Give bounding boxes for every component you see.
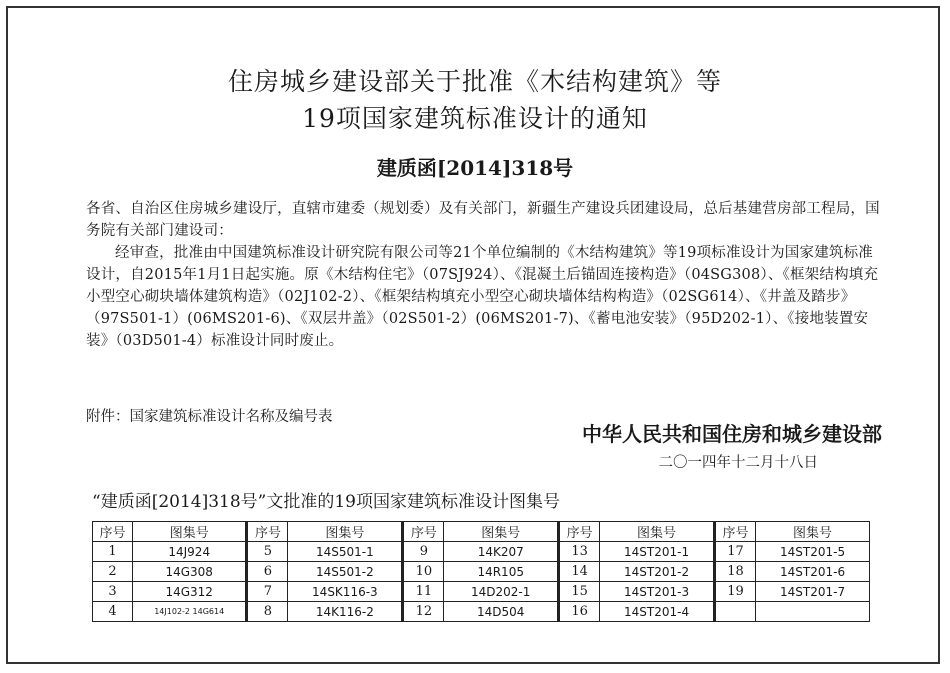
header-seq: 序号 [559, 522, 600, 542]
document-number: 建质函[2014]318号 [376, 156, 574, 180]
seq-cell: 12 [403, 602, 444, 622]
atlas-code-cell: 14K116-2 [288, 602, 403, 622]
approval-paragraph: 经审查，批准由中国建筑标准设计研究院有限公司等21个单位编制的《木结构建筑》等19项标准设计为国家建筑标准设计，自2015年1月1日起实施。原《木结构住宅》（07SJ924）、《混凝土后锚固连接构造》（04SG308）、《框架结构填充小型空心砌块墙体建筑构造》（02J102-2）、《框架结构填充小型空心砌块墙体结构构造》（02SG614）、《井盖及踏步》（97S501-1）(06MS201-6)、《双层井盖》（02S501-2）(06MS201-7)、《蓄电池安装》（95D202-1）、《接地装置安装》（03D501-4）标准设计同时废止。 [86, 245, 879, 349]
atlas-code-cell: 14ST201-4 [600, 602, 715, 622]
notice-body [86, 198, 886, 352]
table-row [93, 562, 870, 582]
header-seq: 序号 [714, 522, 755, 542]
seq-cell: 6 [247, 562, 288, 582]
atlas-code-cell: 14ST201-7 [756, 582, 870, 602]
atlas-code-cell: 14K207 [444, 542, 559, 562]
seq-cell: 19 [714, 582, 755, 602]
table-row [93, 602, 870, 622]
attachment-note: 附件：国家建筑标准设计名称及编号表 [86, 409, 333, 425]
header-atlas-code: 图集号 [288, 522, 403, 542]
atlas-code-cell: 14ST201-1 [600, 542, 715, 562]
header-atlas-code: 图集号 [132, 522, 246, 542]
seq-cell: 10 [403, 562, 444, 582]
seq-cell: 18 [714, 562, 755, 582]
seq-cell: 5 [247, 542, 288, 562]
seq-cell: 13 [559, 542, 600, 562]
atlas-code-cell: 14J924 [132, 542, 246, 562]
table-caption: “建质函[2014]318号”文批准的19项国家建筑标准设计图集号 [92, 492, 560, 512]
atlas-code-cell: 14ST201-3 [600, 582, 715, 602]
seq-cell: 7 [247, 582, 288, 602]
atlas-code-cell: 14SK116-3 [288, 582, 403, 602]
header-atlas-code: 图集号 [756, 522, 870, 542]
seq-cell: 15 [559, 582, 600, 602]
table-row [93, 582, 870, 602]
seq-cell: 8 [247, 602, 288, 622]
table-row [93, 542, 870, 562]
issuing-authority: 中华人民共和国住房和城乡建设部 [582, 422, 882, 446]
atlas-code-cell: 14G312 [132, 582, 246, 602]
seq-cell: 11 [403, 582, 444, 602]
atlas-code-cell: 14ST201-6 [756, 562, 870, 582]
title-line-2: 19项国家建筑标准设计的通知 [302, 104, 648, 133]
atlas-code-cell: 14ST201-5 [756, 542, 870, 562]
atlas-code-cell: 14R105 [444, 562, 559, 582]
atlas-code-cell: 14ST201-2 [600, 562, 715, 582]
atlas-number-table [92, 521, 870, 622]
header-seq: 序号 [403, 522, 444, 542]
seq-cell: 1 [93, 542, 133, 562]
atlas-code-cell: 14G308 [132, 562, 246, 582]
header-atlas-code: 图集号 [444, 522, 559, 542]
header-atlas-code: 图集号 [600, 522, 715, 542]
document-page [6, 6, 940, 664]
header-seq: 序号 [93, 522, 133, 542]
addressee-paragraph: 各省、自治区住房城乡建设厅，直辖市建委（规划委）及有关部门，新疆生产建设兵团建设局，总后基建营房部工程局，国务院有关部门建设司： [86, 201, 880, 239]
atlas-code-cell: 14D202-1 [444, 582, 559, 602]
issue-date: 二〇一四年十二月十八日 [658, 455, 818, 471]
title-line-1: 住房城乡建设部关于批准《木结构建筑》等 [227, 67, 722, 96]
seq-cell: 14 [559, 562, 600, 582]
atlas-code-cell: 14S501-2 [288, 562, 403, 582]
seq-cell: 3 [93, 582, 133, 602]
atlas-code-cell [756, 602, 870, 622]
atlas-code-cell: 14S501-1 [288, 542, 403, 562]
seq-cell: 16 [559, 602, 600, 622]
seq-cell: 17 [714, 542, 755, 562]
atlas-code-cell: 14D504 [444, 602, 559, 622]
atlas-code-cell: 14J102-2 14G614 [132, 602, 246, 622]
table-header-row [93, 522, 870, 542]
seq-cell: 9 [403, 542, 444, 562]
seq-cell [714, 602, 755, 622]
seq-cell: 4 [93, 602, 133, 622]
header-seq: 序号 [247, 522, 288, 542]
seq-cell: 2 [93, 562, 133, 582]
